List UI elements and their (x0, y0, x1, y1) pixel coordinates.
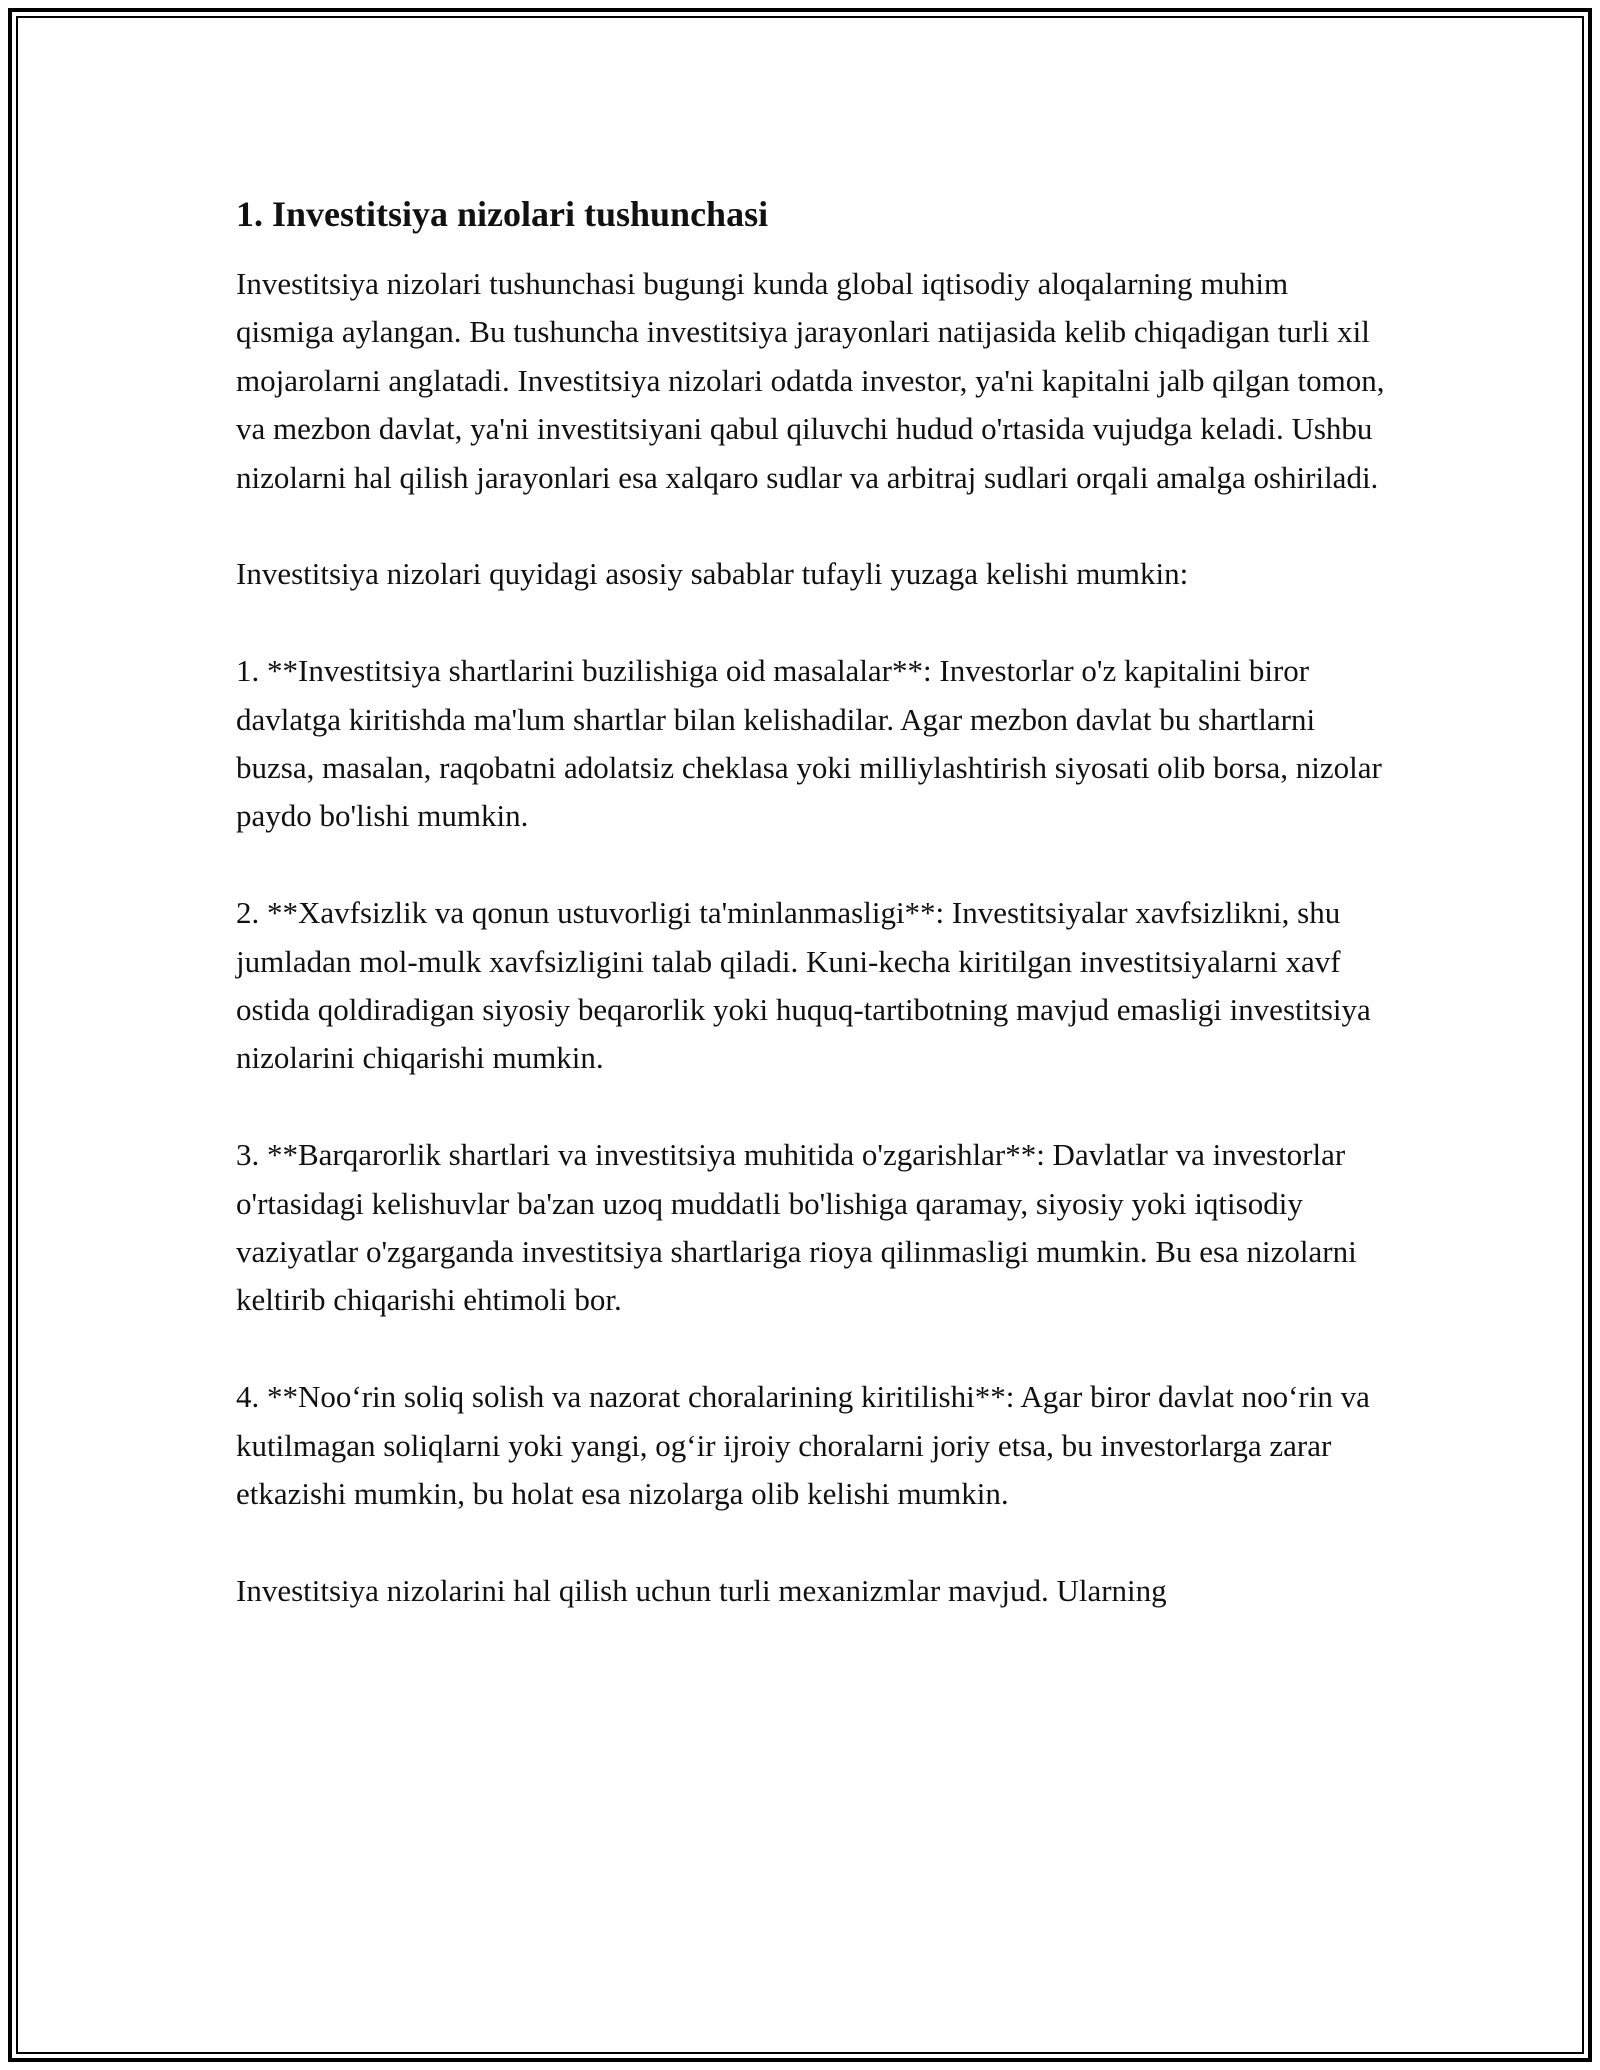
cause-item-3: 3. **Barqarorlik shartlari va investitsiya muhitida o'zgarishlar**: Davlatlar va investorlar o'rtasidagi kelishuvlar ba'zan uzoq muddatli bo'lishiga qaramay, siyosiy yoki iqtisodiy vaziyatlar o'zgarganda investitsiya shartlariga rioya qilinmasligi mumkin. Bu esa nizolarni keltirib chiqarishi ehtimoli bor. (236, 1137, 1357, 1318)
document-body (236, 190, 1386, 1664)
section-title: 1. Investitsiya nizolari tushunchasi (236, 194, 769, 234)
intro-paragraph: Investitsiya nizolari tushunchasi bugungi kunda global iqtisodiy aloqalarning muhim qismiga aylangan. Bu tushuncha investitsiya jarayonlari natijasida kelib chiqadigan turli xil mojarolarni anglatadi. Investitsiya nizolari odatda investor, ya'ni kapitalni jalb qilgan tomon, va mezbon davlat, ya'ni investitsiyani qabul qiluvchi hudud o'rtasida vujudga keladi. Ushbu nizolarni hal qilish jarayonlari esa xalqaro sudlar va arbitraj sudlari orqali amalga oshiriladi. (236, 266, 1385, 495)
cause-item-4: 4. **Noo‘rin soliq solish va nazorat choralarining kiritilishi**: Agar biror davlat noo‘rin va kutilmagan soliqlarni yoki yangi, og‘ir ijroiy choralarni joriy etsa, bu investorlarga zarar etkazishi mumkin, bu holat esa nizolarga olib kelishi mumkin. (236, 1379, 1370, 1512)
cause-item-2: 2. **Xavfsizlik va qonun ustuvorligi ta'minlanmasligi**: Investitsiyalar xavfsizlikni, shu jumladan mol-mulk xavfsizligini talab qiladi. Kuni-kecha kiritilgan investitsiyalarni xavf ostida qoldiradigan siyosiy beqarorlik yoki huquq-tartibotning mavjud emasligi investitsiya nizolarini chiqarishi mumkin. (236, 895, 1371, 1076)
cause-item-1: 1. **Investitsiya shartlarini buzilishiga oid masalalar**: Investorlar o'z kapitalini biror davlatga kiritishda ma'lum shartlar bilan kelishadilar. Agar mezbon davlat bu shartlarni buzsa, masalan, raqobatni adolatsiz cheklasa yoki milliylashtirish siyosati olib borsa, nizolar paydo bo'lishi mumkin. (236, 653, 1382, 834)
mechanisms-paragraph: Investitsiya nizolarini hal qilish uchun turli mexanizmlar mavjud. Ularning (236, 1572, 1167, 1608)
causes-intro-paragraph: Investitsiya nizolari quyidagi asosiy sabablar tufayli yuzaga kelishi mumkin: (236, 556, 1189, 592)
